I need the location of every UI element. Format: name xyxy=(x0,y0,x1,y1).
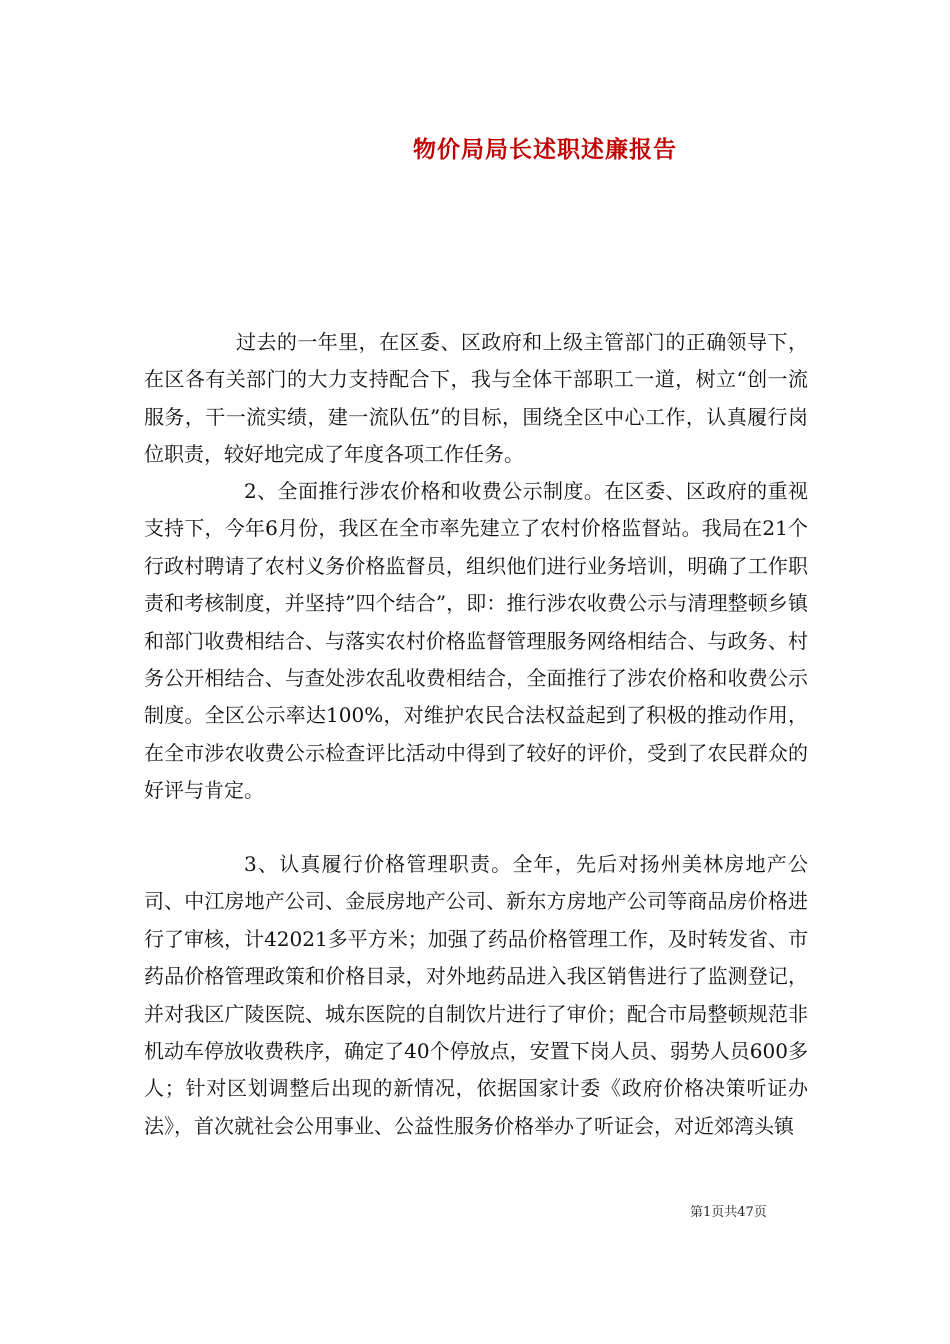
page-title: 物价局局长述职述廉报告 xyxy=(413,136,677,163)
paragraph-block-3 xyxy=(144,846,808,1145)
paragraph-block-1 xyxy=(144,324,808,474)
paragraph-item-2: 2、全面推行涉农价格和收费公示制度。在区委、区政府的重视支持下，今年6月份，我区在全市率先建立了农村价格监督站。我局在21个行政村聘请了农村义务价格监督员，组织他们进行业务培训，明确了工作职责和考核制度，并坚持”四个结合”，即：推行涉农收费公示与清理整顿乡镇和部门收费相结合、与落实农村价格监督管理服务网络相结合、与政务、村务公开相结合、与查处涉农乱收费相结合，全面推行了涉农价格和收费公示制度。全区公示率达100%，对维护农民合法权益起到了积极的推动作用，在全市涉农收费公示检查评比活动中得到了较好的评价，受到了农民群众的好评与肯定。 xyxy=(144,479,808,803)
paragraph-item-3: 3、认真履行价格管理职责。全年，先后对扬州美林房地产公司、中江房地产公司、金辰房地产公司、新东方房地产公司等商品房价格进行了审核，计42021多平方米；加强了药品价格管理工作，及时转发省、市药品价格管理政策和价格目录，对外地药品进入我区销售进行了监测登记，并对我区广陵医院、城东医院的自制饮片进行了审价；配合市局整顿规范非机动车停放收费秩序，确定了40个停放点，安置下岗人员、弱势人员600多人；针对区划调整后出现的新情况，依据国家计委《政府价格决策听证办法》，首次就社会公用事业、公益性服务价格举办了听证会，对近郊湾头镇 xyxy=(144,852,808,1138)
paragraph-intro: 过去的一年里，在区委、区政府和上级主管部门的正确领导下，在区各有关部门的大力支持配合下，我与全体干部职工一道，树立“创一流服务，干一流实绩，建一流队伍”的目标，围绕全区中心工作，认真履行岗位职责，较好地完成了年度各项工作任务。 xyxy=(144,330,808,467)
paragraph-block-2 xyxy=(144,473,808,810)
page-number: 第1页共47页 xyxy=(690,1205,767,1220)
